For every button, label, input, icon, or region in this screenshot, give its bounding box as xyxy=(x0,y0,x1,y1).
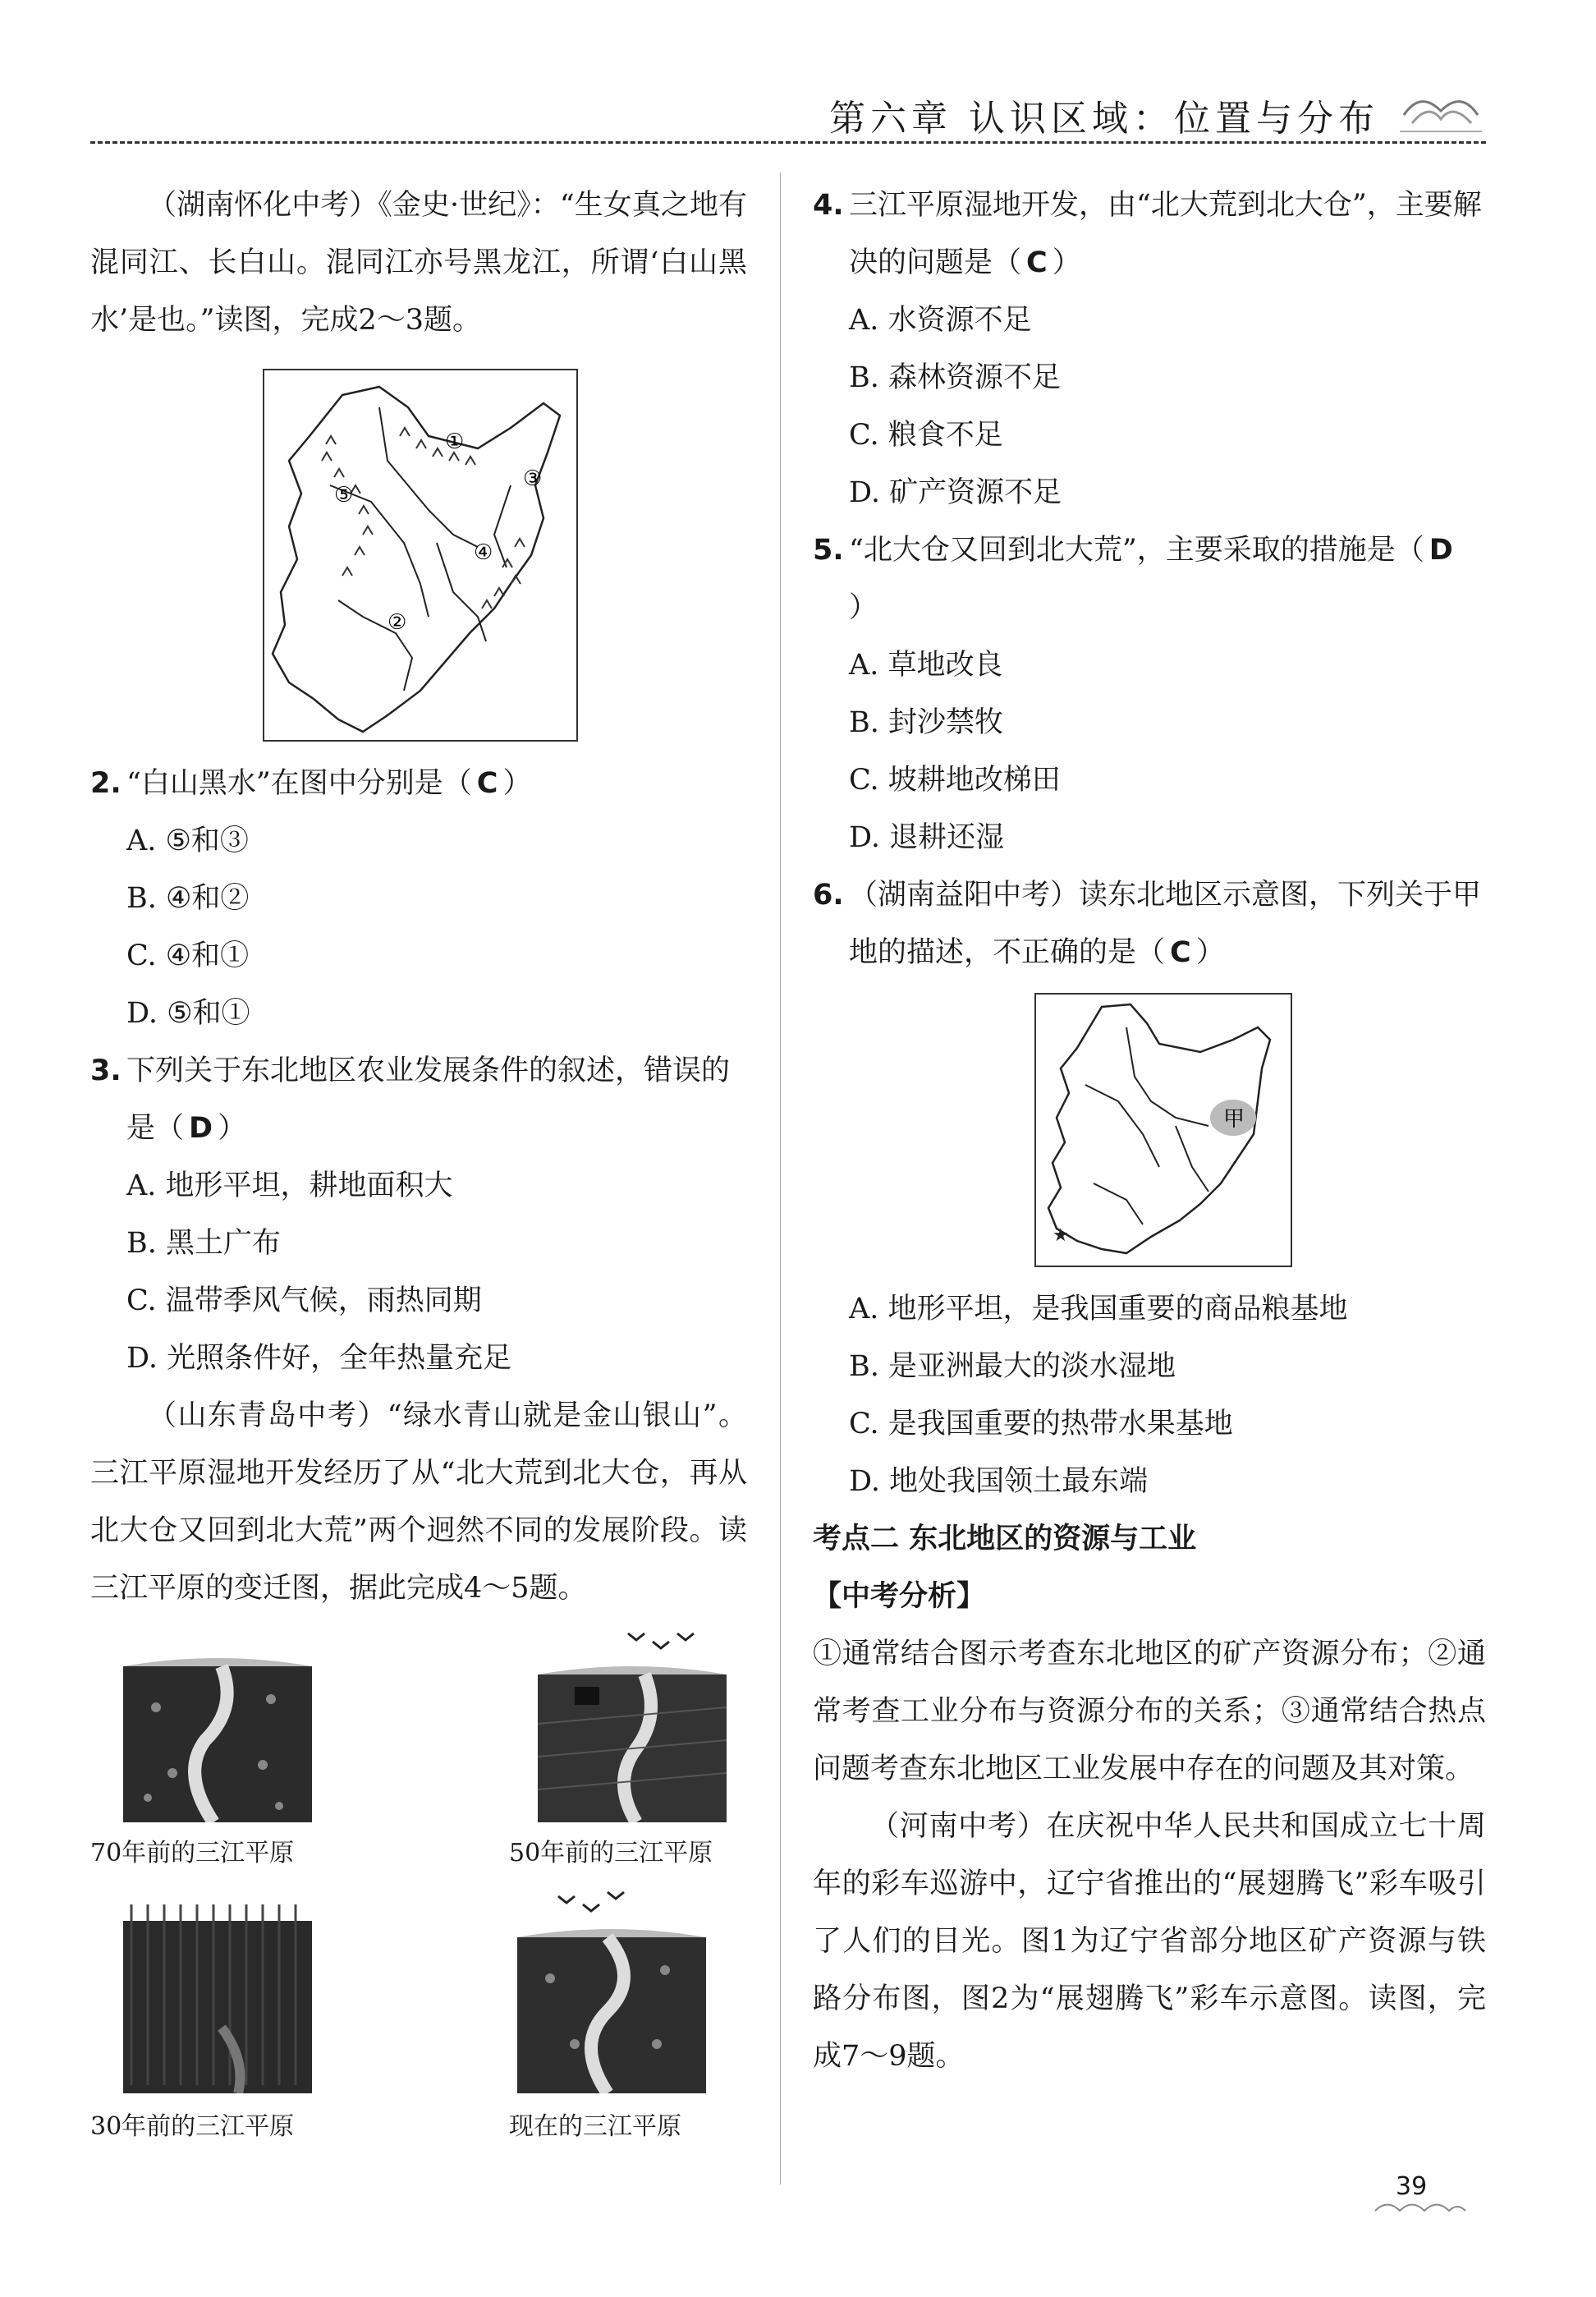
answer-4: C xyxy=(1026,246,1048,279)
right-column xyxy=(813,177,1486,2085)
sanjiang-present-illustration xyxy=(517,1880,706,2093)
q3-option-a: A. 地形平坦，耕地面积大 xyxy=(126,1169,453,1202)
q2-option-b: B. ④和② xyxy=(126,882,250,915)
map1-label-2: ② xyxy=(388,610,407,635)
map1-label-1: ① xyxy=(445,430,465,454)
chapter-title: 第六章 认识区域：位置与分布 xyxy=(829,98,1379,140)
q6-option-a: A. 地形平坦，是我国重要的商品粮基地 xyxy=(849,1293,1348,1325)
q5-option-a: A. 草地改良 xyxy=(849,649,1003,682)
q3-option-b: B. 黑土广布 xyxy=(126,1227,281,1260)
caption-70-years: 70年前的三江平原 xyxy=(90,1839,295,1867)
q4-option-b: B. 森林资源不足 xyxy=(849,361,1061,394)
northeast-map-2 xyxy=(1034,993,1292,1267)
caption-30-years: 30年前的三江平原 xyxy=(90,2112,295,2141)
question-3: 3. 下列关于东北地区农业发展条件的叙述，错误的是（ D ） xyxy=(90,1042,747,1157)
q3-option-c: C. 温带季风气候，雨热同期 xyxy=(126,1284,482,1317)
map-outline xyxy=(264,370,576,740)
q2-option-d: D. ⑤和① xyxy=(126,997,250,1030)
map1-label-3: ③ xyxy=(523,466,543,491)
question-5: 5. “北大仓又回到北大荒”，主要采取的措施是（ D） xyxy=(813,521,1486,636)
analysis-text: ①通常结合图示考查东北地区的矿产资源分布；②通常考查工业分布与资源分布的关系；③通常结合热点问题考查东北地区工业发展中存在的问题及其对策。 xyxy=(813,1638,1486,1785)
caption-present: 现在的三江平原 xyxy=(509,2112,681,2141)
capital-star-icon: ★ xyxy=(1053,1225,1069,1246)
sanjiang-30-years-ago-illustration xyxy=(123,1888,312,2093)
question-4: 4. 三江平原湿地开发，由“北大荒到北大仓”，主要解决的问题是（ C ） xyxy=(813,177,1486,292)
caption-50-years: 50年前的三江平原 xyxy=(509,1839,713,1867)
q4-option-c: C. 粮食不足 xyxy=(849,419,1003,452)
q4-option-d: D. 矿产资源不足 xyxy=(849,476,1062,509)
q6-option-c: C. 是我国重要的热带水果基地 xyxy=(849,1408,1233,1440)
question-6: 6. （湖南益阳中考）读东北地区示意图，下列关于甲地的描述，不正确的是（ C ） xyxy=(813,866,1486,981)
q2-option-a: A. ⑤和③ xyxy=(126,825,249,857)
northeast-map-1 xyxy=(263,369,578,742)
wave-ornament-icon xyxy=(1396,82,1486,140)
q3-option-d: D. 光照条件好，全年热量充足 xyxy=(126,1342,512,1375)
q5-option-c: C. 坡耕地改梯田 xyxy=(849,764,1061,797)
q5-option-b: B. 封沙禁牧 xyxy=(849,706,1003,739)
intro-passage-3: （河南中考）在庆祝中华人民共和国成立七十周年的彩车巡游中，辽宁省推出的“展翅腾飞”彩车吸引了人们的目光。图1为辽宁省部分地区矿产资源与铁路分布图，图2为“展翅腾飞”彩车示意图。读图，完成7～9题。 xyxy=(813,1810,1486,2073)
answer-2: C xyxy=(476,767,498,800)
left-column xyxy=(90,177,747,2151)
answer-6: C xyxy=(1170,936,1191,969)
analysis-title: 【中考分析】 xyxy=(813,1580,986,1613)
q5-option-d: D. 退耕还湿 xyxy=(849,821,1005,854)
map1-label-5: ⑤ xyxy=(334,483,354,508)
sanjiang-50-years-ago-illustration xyxy=(538,1625,727,1822)
answer-3: D xyxy=(189,1112,213,1145)
header-divider xyxy=(90,141,1486,144)
q6-option-d: D. 地处我国领土最东端 xyxy=(849,1465,1149,1498)
map2-outline xyxy=(1036,995,1291,1266)
q6-option-b: B. 是亚洲最大的淡水湿地 xyxy=(849,1350,1176,1383)
map1-label-4: ④ xyxy=(474,540,493,565)
sanjiang-70-years-ago-illustration xyxy=(123,1633,312,1822)
column-divider xyxy=(780,172,781,2184)
page-number: 39 xyxy=(1396,2172,1428,2201)
question-2: 2. “白山黑水”在图中分别是（ C ） xyxy=(90,755,747,812)
sanjiang-change-figures xyxy=(90,1625,747,2151)
answer-5: D xyxy=(1429,534,1453,567)
map2-label-jia: 甲 xyxy=(1223,1107,1245,1132)
q4-option-a: A. 水资源不足 xyxy=(849,304,1032,337)
section-title: 考点二 东北地区的资源与工业 xyxy=(813,1523,1197,1555)
intro-passage-1: （湖南怀化中考）《金史·世纪》：“生女真之地有混同江、长白山。混同江亦号黑龙江，所谓‘白山黑水’是也。”读图，完成2～3题。 xyxy=(90,189,747,337)
page-header xyxy=(90,82,1486,148)
intro-passage-2: （山东青岛中考）“绿水青山就是金山银山”。三江平原湿地开发经历了从“北大荒到北大仓，再从北大仓又回到北大荒”两个迥然不同的发展阶段。读三江平原的变迁图，据此完成4～5题。 xyxy=(90,1399,747,1605)
q2-option-c: C. ④和① xyxy=(126,939,250,972)
footer-ornament-icon xyxy=(1371,2194,1470,2219)
